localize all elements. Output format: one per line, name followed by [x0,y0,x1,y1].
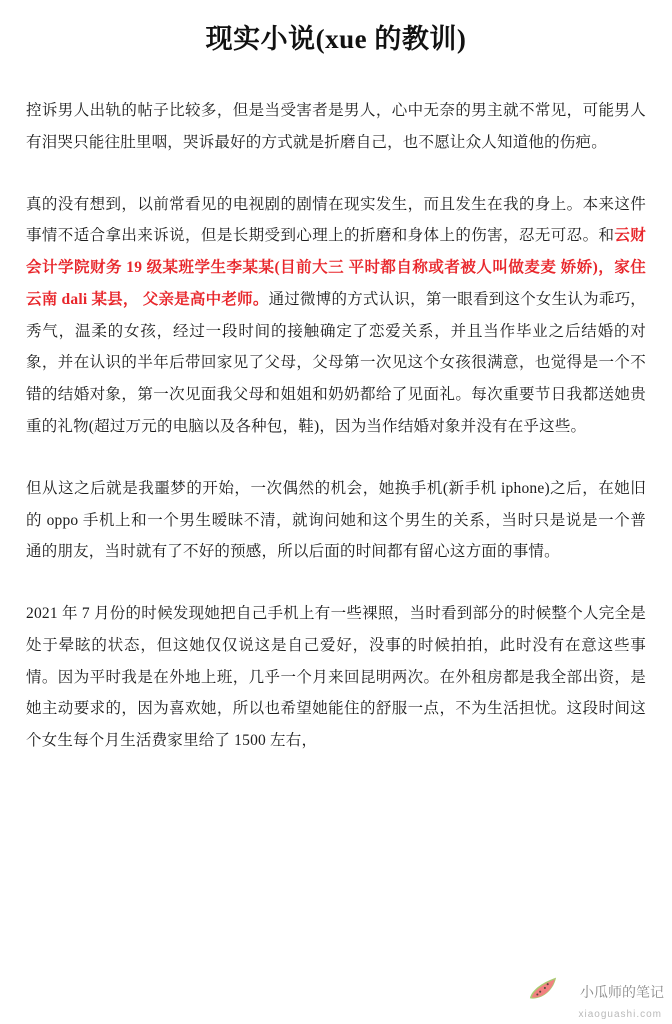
watermelon-icon [528,972,558,1002]
paragraph-2-run-1: 真的没有想到，以前常看见的电视剧的剧情在现实发生，而且发生在我的身上。本来这件事情不适合拿出来诉说，但是长期受到心理上的折磨和身体上的伤害，忍无可忍。和 [26,195,646,245]
paragraph-3-run-1: 但从这之后就是我噩梦的开始，一次偶然的机会，她换手机(新手机 iphone)之后，在她旧的 oppo 手机上和一个男生暧昧不清，就询问她和这个男生的关系，当时只是说是一个普通的朋友，当时就有了不好的预感，所以后面的时间都有留心这方面的事情。 [26,479,646,561]
highlighted-identifying-text: 云财会计学院财务 19 级某班学生李某某(目前大三 平时都自称或者被人叫做麦麦 娇娇)，家住云南 dali 某县， 父亲是高中老师。 [26,227,646,308]
paragraph-1 [26,95,646,159]
paragraph-1-run-1: 控诉男人出轨的帖子比较多，但是当受害者是男人，心中无奈的男主就不常见，可能男人有泪哭只能往肚里咽，哭诉最好的方式就是折磨自己，也不愿让众人知道他的伤疤。 [26,102,646,151]
watermark-text: 小瓜师的笔记 [580,984,664,1000]
watermark-subtext: xiaoguashi.com [578,1009,662,1020]
paragraph-4 [26,598,646,757]
paragraph-3 [26,473,646,568]
paragraph-2 [26,189,646,443]
paragraph-4-run-1: 2021 年 7 月份的时候发现她把自己手机上有一些裸照，当时看到部分的时候整个人完全是处于晕眩的状态，但这她仅仅说这是自己爱好，没事的时候拍拍，此时没有在意这些事情。因为平时我是在外地上班，几乎一个月来回昆明两次。在外租房都是我全部出资，是她主动要求的，因为喜欢她，所以也希望她能住的舒服一点，不为生活担忧。这段时间这个女生每个月生活费家里给了 1500 左右， [26,605,646,750]
paragraph-2-run-3: 通过微博的方式认识，第一眼看到这个女生认为乖巧，秀气，温柔的女孩，经过一段时间的接触确定了恋爱关系，并且当作毕业之后结婚的对象，并在认识的半年后带回家见了父母，父母第一次见这个女孩很满意，也觉得是一个不错的结婚对象，第一次见面我父母和姐姐和奶奶都给了见面礼。每次重要节日我都送她贵重的礼物(超过万元的电脑以及各种包，鞋)，因为当作结婚对象并没有在乎这些。 [26,290,647,435]
page-title: 现实小说(xue 的教训) [205,24,467,54]
document-body [26,95,646,757]
